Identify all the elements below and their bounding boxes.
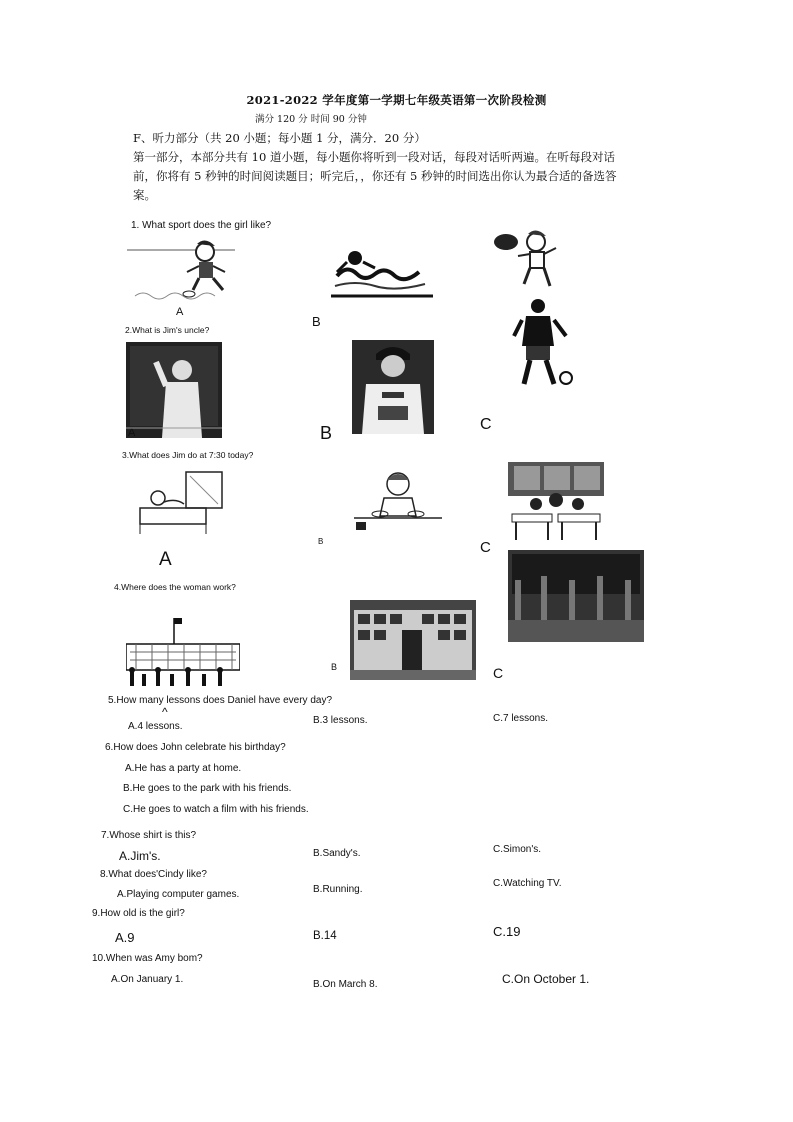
q3-option-b-label: B — [318, 537, 324, 546]
q2-option-b-label: B — [320, 423, 333, 443]
q2-option-b-image — [352, 340, 434, 434]
q3-option-b-image — [350, 468, 445, 530]
q2-option-a-image — [126, 342, 222, 438]
q2-option-c-label: C — [480, 416, 492, 433]
section-intro-line3: 案。 — [133, 188, 156, 202]
q9-option-a: A.9 — [115, 930, 135, 945]
q2-question: 2.What is Jim's uncle? — [125, 325, 210, 335]
q10-question: 10.When was Amy bom? — [92, 953, 203, 964]
q6-option-b: B.He goes to the park with his friends. — [123, 783, 292, 794]
q4-option-b-label: B — [331, 662, 338, 672]
section-heading: F、听力部分（共 20 小题；每小题 1 分，满分．20 分） — [133, 131, 426, 145]
q7-option-b: B.Sandy's. — [313, 848, 361, 859]
q3-question: 3.What does Jim do at 7:30 today? — [122, 450, 254, 460]
q6-option-a: A.He has a party at home. — [125, 763, 242, 774]
q3-option-c-image — [508, 462, 604, 542]
q4-question: 4.Where does the woman work? — [114, 582, 236, 592]
q4-option-c-label: C — [493, 665, 504, 681]
q9-option-c: C.19 — [493, 924, 521, 939]
q4-option-a-image — [126, 616, 240, 688]
q8-option-c: C.Watching TV. — [493, 878, 562, 889]
q1-option-c-image — [492, 224, 572, 294]
q6-question: 6.How does John celebrate his birthday? — [105, 742, 286, 753]
q3-option-a-image — [136, 468, 224, 536]
q10-option-b: B.On March 8. — [313, 979, 378, 990]
q4-option-c-image — [508, 550, 644, 642]
q1-option-a-image — [127, 232, 235, 316]
q8-option-a: A.Playing computer games. — [117, 889, 240, 900]
q7-option-c: C.Simon's. — [493, 844, 542, 855]
q6-option-c: C.He goes to watch a film with his friends. — [123, 804, 309, 815]
q5-option-a: A.4 lessons. — [128, 721, 183, 732]
q1-option-a-label: A — [176, 306, 184, 318]
q9-option-b: B.14 — [313, 930, 337, 942]
q2-option-a-label: A — [128, 427, 136, 439]
q3-option-a-label: A — [159, 549, 172, 570]
section-intro-line2: 前，你将有 5 秒钟的时间阅读题目；听完后，，你还有 5 秒钟的时间选出你认为最合适的备选答 — [133, 169, 617, 183]
q1-option-b-label: B — [312, 314, 321, 329]
q5-question: 5.How many lessons does Daniel have every day? — [108, 695, 333, 706]
q10-option-c: C.On October 1. — [502, 972, 590, 986]
q5-caret: ^ — [162, 705, 168, 719]
exam-subtitle: 满分 120 分 时间 90 分钟 — [255, 114, 367, 125]
q8-option-b: B.Running. — [313, 884, 363, 895]
exam-title: 2021-2022 学年度第一学期七年级英语第一次阶段检测 — [246, 93, 547, 107]
q5-option-b: B.3 lessons. — [313, 715, 368, 726]
q9-question: 9.How old is the girl? — [92, 908, 185, 919]
q7-question: 7.Whose shirt is this? — [101, 830, 197, 841]
q4-option-b-image — [350, 600, 476, 680]
q8-question: 8.What does'Cindy like? — [100, 869, 207, 880]
q1-question: 1. What sport does the girl like? — [131, 220, 272, 231]
q3-option-c-label: C — [480, 539, 491, 556]
q2-option-c-image — [508, 296, 580, 388]
section-intro-line1: 第一部分，本部分共有 10 道小题，每小题你将听到一段对话，每段对话听两遍。在听每段对话 — [133, 150, 615, 164]
q5-option-c: C.7 lessons. — [493, 713, 549, 724]
q1-option-b-image — [325, 236, 435, 302]
q7-option-a: A.Jim's. — [119, 849, 161, 863]
q10-option-a: A.On January 1. — [111, 974, 184, 985]
